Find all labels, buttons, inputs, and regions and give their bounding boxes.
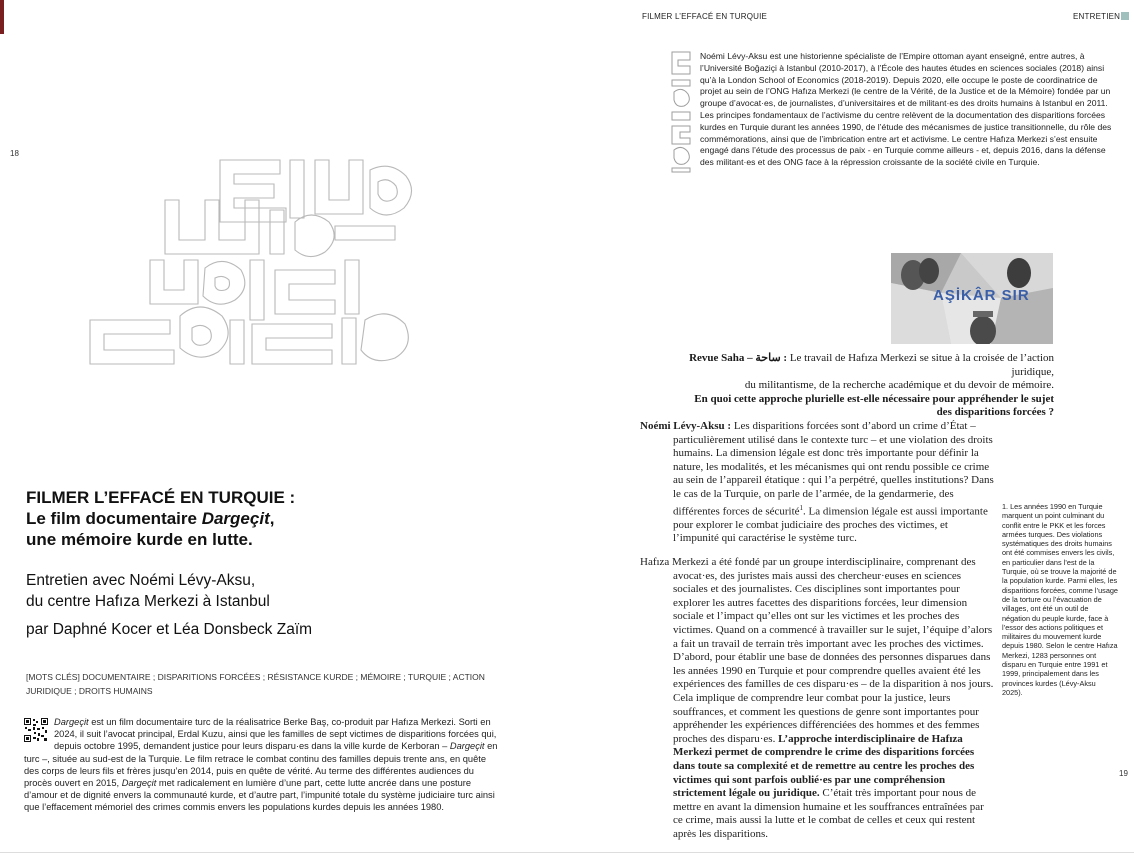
question-line-1 bbox=[664, 352, 1054, 379]
section-marker bbox=[1121, 12, 1129, 20]
keywords: [MOTS CLÉS] DOCUMENTAIRE ; DISPARITIONS FORCÉES ; RÉSISTANCE KURDE ; MÉMOIRE ; TURQUIE ; ACTION JURIDIQUE ; DROITS HUMAINS bbox=[26, 672, 485, 696]
title-line-2-suffix: , bbox=[269, 509, 275, 528]
footnote-ref[interactable]: 1 bbox=[799, 503, 804, 512]
saha-vertical-calligraphy-icon bbox=[668, 48, 694, 176]
qr-spacer bbox=[24, 716, 54, 742]
article-subtitle bbox=[26, 570, 270, 612]
question-speaker: Revue Saha – ساحة : bbox=[689, 352, 788, 364]
answer bbox=[640, 420, 996, 851]
running-head-title: FILMER L’EFFACÉ EN TURQUIE bbox=[642, 12, 768, 21]
film-still-caption: AŞİKÂR SIR bbox=[933, 287, 1030, 304]
intro-film-title-3: Dargeçit bbox=[121, 778, 157, 789]
intro-part-1: est un film documentaire turc de la réalisatrice Berke Baş, co-produit par Hafıza Merkezi. Sorti en 2024, il suit l’avocat principal, Erdal Kuzu, ainsi que les familles de sept victimes de disparitions forcées qui, depuis octobre 1995, demandent justice pour leurs disparu·es dans la ville kurde de Kerboran – bbox=[54, 717, 497, 752]
title-line-2-prefix: Le film documentaire bbox=[26, 509, 202, 528]
page-edge-divider bbox=[0, 852, 1134, 853]
article-title bbox=[26, 487, 506, 550]
question-line-3 bbox=[664, 393, 1054, 407]
film-still-image bbox=[891, 253, 1053, 344]
answer-p1: Les disparitions forcées sont d’abord un crime d’État – particulièrement utilisé dans le contexte turc – et une violation des droits humains. La dimension légale est donc très importante pour définir la nature, les modalités, et les mécanismes qui ont rendu possible ce crime au sein de l’appareil étatique : qui l’a perpétré, quelles institutions? Dans le cas de la Turquie, on parle de l’armée, de la gendarmerie, des différentes forces de sécurité bbox=[673, 420, 994, 518]
answer-p2-bold: L’approche interdisciplinaire de Hafıza Merkezi permet de comprendre le crime des disparitions forcées dans toute sa complexité et de remettre au centre les proches des victimes qui sont parfois oublié·es par une compréhension strictement légale ou juridique. bbox=[673, 732, 975, 800]
corner-accent bbox=[0, 0, 4, 34]
page-number-left: 18 bbox=[10, 149, 19, 158]
article-authors: par Daphné Kocer et Léa Donsbeck Zaïm bbox=[26, 621, 313, 638]
question-bold-2: des disparitions forcées ? bbox=[936, 406, 1054, 418]
intro-film-title-2: Dargeçit bbox=[449, 741, 485, 752]
answer-p2: Hafıza Merkezi a été fondé par un groupe interdisciplinaire, comprenant des avocat·es, des juristes mais aussi des chercheur·euses en sciences sociales et des journalistes. Ces disciplines sont importantes pour explorer les autres facettes des disparitions forcées, leur dimension sociale et l’impact qu’elles ont sur les victimes et les proches des victimes. Quand on a commencé à travailler sur le sujet, l’équipe d’alors a fait un travail de terrain très important avec les proches des victimes. D’abord, pour établir une base de données des personnes disparues dans les années 1990 en Turquie et pour comprendre quelles avaient été les expériences des familles de ces disparu·es – de la disparition à nos jours. Cela implique de comprendre leur combat pour la justice, leurs souffrances, et comment les questions de genre sont importantes pour appréhender les expériences différenciées des hommes et des femmes proches des disparu·es. bbox=[640, 556, 994, 745]
intro-film-title: Dargeçit bbox=[54, 717, 89, 727]
running-head-section: ENTRETIEN bbox=[1073, 12, 1121, 21]
question-text-1: Le travail de Hafıza Merkezi se situe à la croisée de l’action juridique, bbox=[787, 352, 1054, 378]
question bbox=[664, 352, 1054, 420]
title-line-1: FILMER L’EFFACÉ EN TURQUIE : bbox=[26, 488, 296, 507]
intro-part-3: met radicalement en lumière d’une part, cette lutte ancrée dans une posture d’amour et de dignité envers la communauté kurde, et d’autre part, l’impunité totale du système judiciaire turc ainsi que l’effacement mémoriel des crimes commis envers les populations kurdes depuis les années 1980. bbox=[24, 778, 495, 813]
subtitle-line-1: Entretien avec Noémi Lévy-Aksu, bbox=[26, 572, 256, 589]
film-title: Dargeçit bbox=[201, 509, 270, 528]
title-line-2 bbox=[26, 508, 506, 529]
intro-part-2: en turc –, située au sud-est de la Turquie. Le film retrace le combat continu des familles depuis trente ans, en quête des corps de leurs fils et frères jusqu’en 2014, puis en quête de vérité. Au terme des différentes audiences du procès ouvert en 2015, bbox=[24, 741, 498, 789]
question-bold-1: En quoi cette approche plurielle est-elle nécessaire pour appréhender le sujet bbox=[694, 392, 1054, 405]
question-line-4 bbox=[664, 406, 1054, 420]
saha-calligraphy-ornament bbox=[80, 140, 440, 380]
answer-p2-end: C’était très important pour nous de mettre en avant la dimension humaine et les souffrances entraînées par ce crime, mais aussi la lutte et le combat de celles et ceux qui restent après les disparitions. bbox=[673, 787, 984, 840]
answer-paragraph-1 bbox=[640, 420, 996, 546]
footnote-1: 1. Les années 1990 en Turquie marquent un point culminant du conflit entre le PKK et les forces armées turques. Des violations systématiques des droits humains ont été commises envers les civils, en particulier dans l’est de la Turquie, où se trouve la majorité de la population kurde. Parmi elles, les disparitions forcées, comme l’usage de la torture ou l’évacuation de villages, ont été un outil de négation du peuple kurde, face à l’essor des actions politiques et militaires du mouvement kurde depuis 1980. Selon le centre Hafıza Merkezi, 1283 personnes ont disparu en Turquie entre 1991 et 1999, principalement dans les provinces kurdes (Lévy-Aksu 2025). bbox=[1002, 502, 1118, 697]
saha-vertical-ornament bbox=[668, 48, 694, 181]
answer-speaker: Noémi Lévy-Aksu : bbox=[640, 420, 732, 432]
question-line-2: du militantisme, de la recherche académique et du devoir de mémoire. bbox=[744, 379, 1054, 391]
page-number-right: 19 bbox=[1119, 769, 1128, 778]
film-introduction bbox=[24, 716, 500, 814]
subtitle-line-2: du centre Hafıza Merkezi à Istanbul bbox=[26, 593, 270, 610]
saha-calligraphy-outline-icon bbox=[80, 140, 440, 380]
answer-p1-end: . La dimension légale est aussi importante pour explorer le combat judiciaire des proches des victimes, et l’impunité qui caractérise le système turc. bbox=[673, 505, 988, 545]
answer-paragraph-2 bbox=[640, 556, 996, 841]
title-line-3: une mémoire kurde en lutte. bbox=[26, 530, 253, 549]
interviewee-bio: Noémi Lévy-Aksu est une historienne spécialiste de l’Empire ottoman ayant enseigné, entre autres, à l’Université Boğaziçi à Istanbul (2010-2017), à l’École des hautes études en sciences sociales (2018) ainsi qu’à la London School of Economics (2018-2019). Depuis 2020, elle occupe le poste de coordinatrice de projet au sein de l’ONG Hafıza Merkezi (le centre de la Vérité, de la Justice et de la Mémoire) fondée par un groupe d’avocat·es, de journalistes, d’universitaires et de militant·es des droits humains à Istanbul en 2011. Les principes fondamentaux de l’activisme du centre relèvent de la documentation des disparitions forcées kurdes en Turquie durant les années 1990, de l’étude des mécanismes de justice transitionnelle, du rôle des commémorations, ainsi que de l’imbrication entre art et activisme. Le centre Hafıza Merkezi s’est ensuite engagé dans l’étude des processus de paix - en Turquie comme ailleurs - et, depuis 2016, dans la défense des militant·es et des ONG face à la répression croissante de la société civile en Turquie. bbox=[700, 51, 1112, 168]
